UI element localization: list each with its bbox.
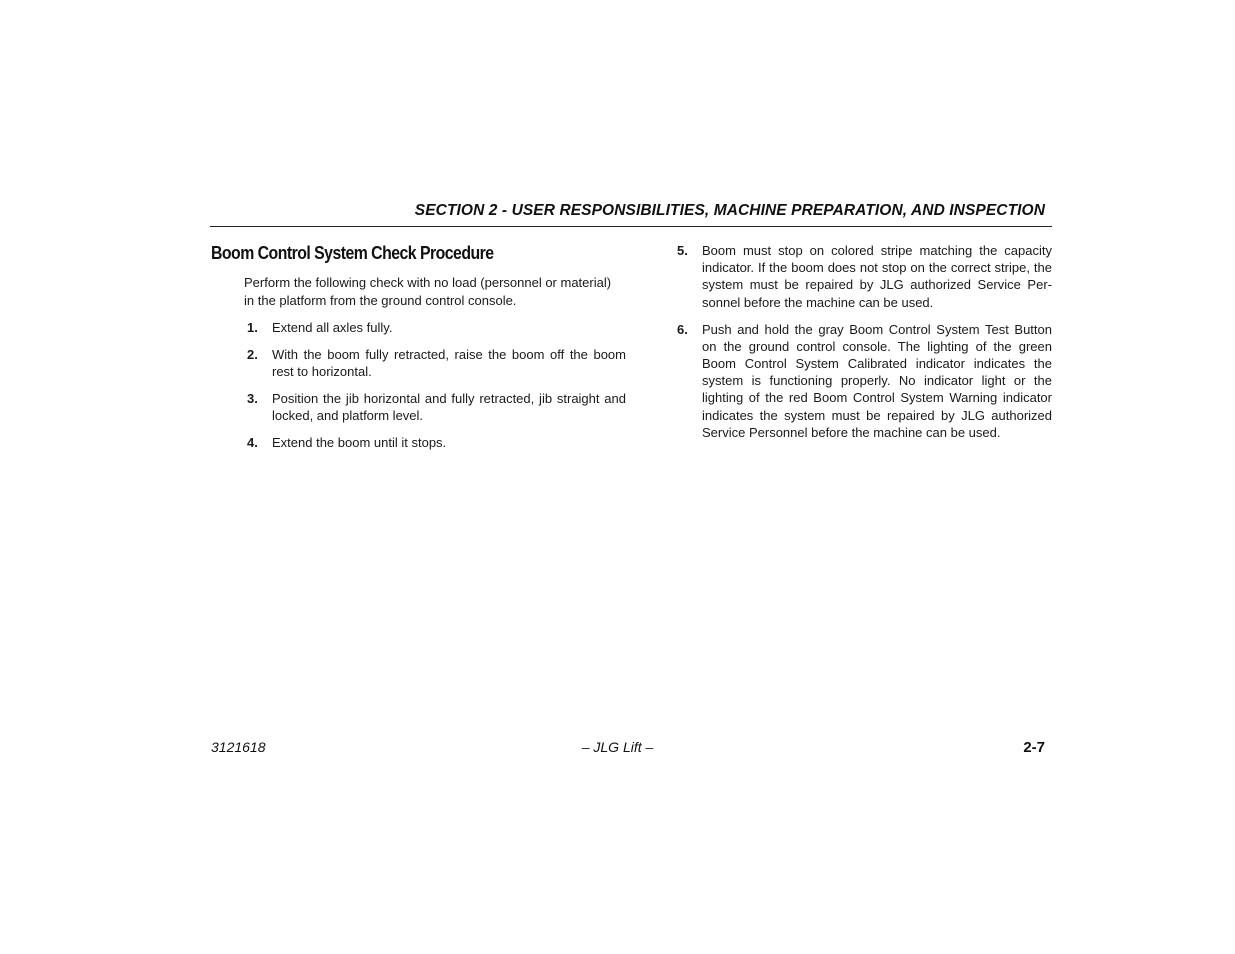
procedure-steps-right [677,242,1052,441]
page-number: 2-7 [1023,739,1045,756]
step-text: Extend the boom until it stops. [272,434,447,450]
step-text: Position the jib horizontal and fully retracted, jib straight and locked, and platform level. [272,390,626,423]
section-header: SECTION 2 - USER RESPONSIBILITIES, MACHINE PREPARATION, AND INSPECTION [414,202,1045,219]
step-text: With the boom fully retracted, raise the boom off the boom rest to horizontal. [272,346,626,379]
step-number: 2. [247,346,258,362]
step-number: 1. [247,320,258,335]
section-heading: Boom Control System Check Procedure [211,243,494,263]
footer-brand: – JLG Lift – [581,739,654,755]
step-number: 4. [247,434,258,450]
left-column [211,240,626,460]
procedure-step [677,242,1052,311]
procedure-steps-left [247,319,626,451]
procedure-step [247,346,626,380]
step-number: 6. [677,321,688,337]
intro-paragraph: Perform the following check with no load (personnel or material) in the platform from the ground control console. [244,275,612,308]
procedure-step [247,390,626,424]
step-number: 5. [677,243,688,258]
document-number: 3121618 [211,739,266,755]
step-text: Extend all axles fully. [272,320,393,335]
right-column [677,242,1052,451]
procedure-step [677,321,1052,441]
step-text: Push and hold the gray Boom Control System Test Button on the ground control console. The lighting of the green Boom Control System Calibrated indicator indicates the system is functioning properly. No indicator light or the lighting of the red Boom Control System Warning indicator indicates the system must be repaired by JLG authorized Service Personnel before the machine can be used. [702,321,1052,440]
procedure-step [247,434,626,451]
step-number: 3. [247,390,258,406]
step-text: Boom must stop on colored stripe matching the capacity indicator. If the boom does not stop on the correct stripe, the system must be repaired by JLG authorized Service Personnel before the machine can be used. [702,243,1052,310]
procedure-step [247,319,626,336]
header-divider [210,226,1052,227]
